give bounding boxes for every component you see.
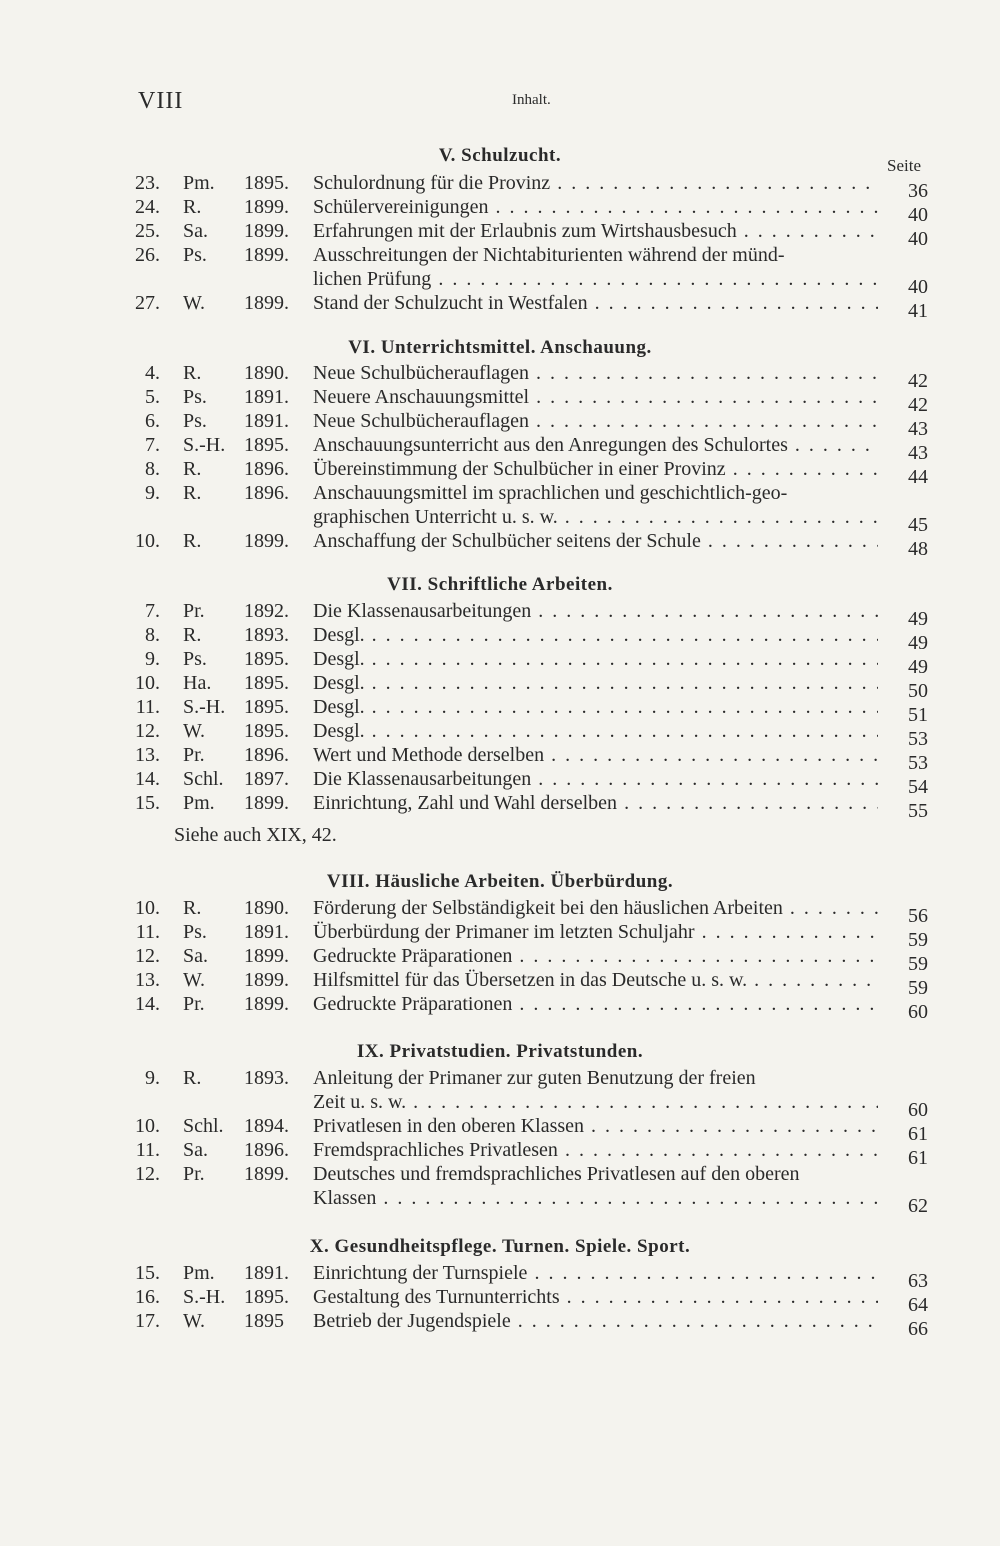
- entry-number: 10.: [135, 672, 160, 694]
- entry-page-number: 59: [908, 929, 928, 951]
- entry-province: R.: [183, 362, 202, 384]
- entry-year: 1896.: [244, 1139, 289, 1161]
- entry-number: 13.: [135, 969, 160, 991]
- toc-entry: [0, 290, 1000, 322]
- entry-number: 10.: [135, 1115, 160, 1137]
- entry-year: 1890.: [244, 362, 289, 384]
- entry-page-number: 48: [908, 538, 928, 560]
- toc-entry: [0, 598, 1000, 630]
- toc-entry: [0, 528, 1000, 560]
- page-number: VIII: [138, 88, 184, 114]
- entry-title: Die Klassenausarbeitungen . . .: [313, 766, 878, 792]
- entry-page-number: 53: [908, 752, 928, 774]
- section-title: X. Gesundheitspflege. Turnen. Spiele. Sport.: [309, 1236, 691, 1257]
- entry-number: 12.: [135, 720, 160, 742]
- toc-entry: [0, 384, 1000, 416]
- toc-entry: [0, 895, 1000, 927]
- entry-province: W.: [183, 292, 206, 314]
- entry-province: W.: [183, 720, 206, 742]
- entry-number: 8.: [145, 458, 160, 480]
- entry-number: 15.: [135, 792, 160, 814]
- entry-year: 1899.: [244, 530, 289, 552]
- toc-entry: [0, 194, 1000, 226]
- entry-year: 1893.: [244, 624, 289, 646]
- entry-number: 4.: [145, 362, 160, 384]
- entry-title: Erfahrungen mit der Erlaubnis zum Wirtshausbesuch . . .: [313, 218, 878, 244]
- entry-title: Desgl. . . .: [313, 622, 878, 648]
- entry-title-continuation: Klassen . . .: [313, 1185, 878, 1211]
- toc-entry: [0, 967, 1000, 999]
- entry-province: Pm.: [183, 1262, 215, 1284]
- entry-number: 10.: [135, 530, 160, 552]
- toc-entry: [0, 622, 1000, 654]
- entry-number: 11.: [135, 1139, 160, 1161]
- entry-page-number: 62: [908, 1195, 928, 1217]
- entry-title: Fremdsprachliches Privatlesen . . .: [313, 1137, 878, 1163]
- entry-year: 1899.: [244, 969, 289, 991]
- entry-title: Anschaffung der Schulbücher seitens der Schule . . .: [313, 528, 878, 554]
- toc-entry: [0, 1113, 1000, 1145]
- entry-year: 1895: [244, 1310, 284, 1332]
- entry-page-number: 53: [908, 728, 928, 750]
- entry-page-number: 51: [908, 704, 928, 726]
- toc-entry: [0, 943, 1000, 975]
- entry-province: Ps.: [183, 244, 207, 266]
- entry-number: 13.: [135, 744, 160, 766]
- entry-province: Ps.: [183, 410, 207, 432]
- entry-title: Neue Schulbücherauflagen . . .: [313, 360, 878, 386]
- toc-entry: [0, 991, 1000, 1023]
- entry-title: Einrichtung der Turnspiele . . .: [313, 1260, 878, 1286]
- entry-number: 10.: [135, 897, 160, 919]
- entry-page-number: 66: [908, 1318, 928, 1340]
- entry-number: 8.: [145, 624, 160, 646]
- entry-province: R.: [183, 624, 202, 646]
- entry-page-number: 61: [908, 1147, 928, 1169]
- entry-province: S.-H.: [183, 1286, 226, 1308]
- toc-entry: [0, 1065, 1000, 1121]
- entry-province: Sa.: [183, 220, 208, 242]
- entry-number: 15.: [135, 1262, 160, 1284]
- entry-province: W.: [183, 1310, 206, 1332]
- entry-page-number: 40: [908, 276, 928, 298]
- entry-province: Sa.: [183, 945, 208, 967]
- entry-number: 12.: [135, 945, 160, 967]
- entry-number: 9.: [145, 482, 160, 504]
- entry-number: 14.: [135, 993, 160, 1015]
- entry-title: Einrichtung, Zahl und Wahl derselben . . .: [313, 790, 878, 816]
- entry-page-number: 42: [908, 394, 928, 416]
- entry-province: Pr.: [183, 1163, 205, 1185]
- entry-title: Anleitung der Primaner zur guten Benutzung der freien: [313, 1067, 756, 1089]
- toc-entry: [0, 360, 1000, 392]
- entry-year: 1899.: [244, 1163, 289, 1185]
- entry-title-continuation: lichen Prüfung . . .: [313, 266, 878, 292]
- see-also-note: Siehe auch XIX, 42.: [174, 824, 337, 846]
- entry-page-number: 49: [908, 608, 928, 630]
- entry-number: 11.: [135, 696, 160, 718]
- entry-province: Sa.: [183, 1139, 208, 1161]
- entry-title: Gestaltung des Turnunterrichts . . .: [313, 1284, 878, 1310]
- entry-page-number: 59: [908, 977, 928, 999]
- entry-page-number: 40: [908, 204, 928, 226]
- entry-number: 17.: [135, 1310, 160, 1332]
- toc-entry: [0, 480, 1000, 536]
- entry-page-number: 60: [908, 1001, 928, 1023]
- entry-title: Desgl. . . .: [313, 718, 878, 744]
- entry-year: 1895.: [244, 696, 289, 718]
- entry-number: 9.: [145, 1067, 160, 1089]
- entry-year: 1891.: [244, 1262, 289, 1284]
- entry-title: Überbürdung der Primaner im letzten Schuljahr . . .: [313, 919, 878, 945]
- toc-entry: [0, 242, 1000, 298]
- entry-page-number: 49: [908, 632, 928, 654]
- entry-title: Übereinstimmung der Schulbücher in einer Provinz . . .: [313, 456, 878, 482]
- toc-entry: [0, 694, 1000, 726]
- entry-year: 1893.: [244, 1067, 289, 1089]
- entry-year: 1897.: [244, 768, 289, 790]
- toc-entry: [0, 218, 1000, 250]
- entry-province: R.: [183, 482, 202, 504]
- entry-province: Schl.: [183, 768, 224, 790]
- entry-title: Neue Schulbücherauflagen . . .: [313, 408, 878, 434]
- entry-title-continuation: Zeit u. s. w. . . .: [313, 1089, 878, 1115]
- toc-entry: [0, 670, 1000, 702]
- entry-title: Wert und Methode derselben . . .: [313, 742, 878, 768]
- entry-number: 11.: [135, 921, 160, 943]
- entry-year: 1896.: [244, 744, 289, 766]
- entry-title: Anschauungsunterricht aus den Anregungen des Schulortes . . .: [313, 432, 878, 458]
- toc-entry: [0, 919, 1000, 951]
- entry-year: 1895.: [244, 434, 289, 456]
- entry-number: 23.: [135, 172, 160, 194]
- entry-page-number: 54: [908, 776, 928, 798]
- entry-province: R.: [183, 458, 202, 480]
- entry-number: 25.: [135, 220, 160, 242]
- entry-province: R.: [183, 196, 202, 218]
- entry-year: 1891.: [244, 921, 289, 943]
- entry-page-number: 43: [908, 442, 928, 464]
- entry-page-number: 59: [908, 953, 928, 975]
- entry-number: 26.: [135, 244, 160, 266]
- entry-title: Desgl. . . .: [313, 646, 878, 672]
- entry-number: 9.: [145, 648, 160, 670]
- entry-province: R.: [183, 897, 202, 919]
- entry-year: 1891.: [244, 386, 289, 408]
- toc-entry: [0, 1284, 1000, 1316]
- entry-year: 1896.: [244, 482, 289, 504]
- entry-year: 1899.: [244, 945, 289, 967]
- seite-label: Seite: [887, 156, 921, 175]
- entry-province: S.-H.: [183, 696, 226, 718]
- entry-title: Ausschreitungen der Nichtabiturienten während der münd-: [313, 244, 785, 266]
- entry-year: 1890.: [244, 897, 289, 919]
- entry-year: 1895.: [244, 672, 289, 694]
- entry-year: 1899.: [244, 993, 289, 1015]
- entry-title-continuation: graphischen Unterricht u. s. w. . . .: [313, 504, 878, 530]
- entry-page-number: 40: [908, 228, 928, 250]
- toc-entry: [0, 1137, 1000, 1169]
- entry-year: 1899.: [244, 792, 289, 814]
- entry-page-number: 36: [908, 180, 928, 202]
- entry-year: 1899.: [244, 196, 289, 218]
- toc-entry: [0, 456, 1000, 488]
- entry-year: 1896.: [244, 458, 289, 480]
- entry-title: Gedruckte Präparationen . . .: [313, 943, 878, 969]
- entry-year: 1899.: [244, 292, 289, 314]
- entry-page-number: 41: [908, 300, 928, 322]
- entry-province: Pr.: [183, 993, 205, 1015]
- toc-entry: [0, 742, 1000, 774]
- entry-province: R.: [183, 530, 202, 552]
- entry-year: 1899.: [244, 244, 289, 266]
- entry-year: 1895.: [244, 720, 289, 742]
- toc-entry: [0, 1308, 1000, 1340]
- entry-year: 1892.: [244, 600, 289, 622]
- entry-title: Neuere Anschauungsmittel . . .: [313, 384, 878, 410]
- toc-entry: [0, 1161, 1000, 1217]
- entry-page-number: 55: [908, 800, 928, 822]
- entry-number: 7.: [145, 600, 160, 622]
- entry-page-number: 63: [908, 1270, 928, 1292]
- entry-page-number: 61: [908, 1123, 928, 1145]
- entry-province: Pr.: [183, 744, 205, 766]
- section-title: IX. Privatstudien. Privatstunden.: [356, 1041, 644, 1062]
- toc-entry: [0, 1260, 1000, 1292]
- entry-province: Ps.: [183, 648, 207, 670]
- entry-province: Pm.: [183, 792, 215, 814]
- entry-title: Privatlesen in den oberen Klassen . . .: [313, 1113, 878, 1139]
- toc-entry: [0, 790, 1000, 822]
- entry-title: Gedruckte Präparationen . . .: [313, 991, 878, 1017]
- toc-entry: [0, 170, 1000, 202]
- running-title: Inhalt.: [512, 92, 551, 108]
- entry-page-number: 50: [908, 680, 928, 702]
- entry-province: Pm.: [183, 172, 215, 194]
- entry-province: Ha.: [183, 672, 212, 694]
- entry-province: S.-H.: [183, 434, 226, 456]
- section-title: VII. Schriftliche Arbeiten.: [387, 574, 613, 595]
- entry-number: 16.: [135, 1286, 160, 1308]
- entry-year: 1895.: [244, 172, 289, 194]
- entry-page-number: 45: [908, 514, 928, 536]
- entry-page-number: 49: [908, 656, 928, 678]
- entry-year: 1894.: [244, 1115, 289, 1137]
- entry-page-number: 60: [908, 1099, 928, 1121]
- entry-title: Anschauungsmittel im sprachlichen und geschichtlich-geo-: [313, 482, 788, 504]
- section-title: VIII. Häusliche Arbeiten. Überbürdung.: [326, 871, 674, 892]
- entry-number: 14.: [135, 768, 160, 790]
- entry-page-number: 43: [908, 418, 928, 440]
- entry-title: Hilfsmittel für das Übersetzen in das Deutsche u. s. w. . . .: [313, 967, 878, 993]
- entry-province: Schl.: [183, 1115, 224, 1137]
- entry-title: Stand der Schulzucht in Westfalen . . .: [313, 290, 878, 316]
- entry-number: 6.: [145, 410, 160, 432]
- entry-province: Ps.: [183, 386, 207, 408]
- entry-year: 1895.: [244, 1286, 289, 1308]
- entry-title: Förderung der Selbständigkeit bei den häuslichen Arbeiten . . .: [313, 895, 878, 921]
- toc-entry: [0, 646, 1000, 678]
- section-title: V. Schulzucht.: [438, 145, 562, 166]
- entry-page-number: 44: [908, 466, 928, 488]
- entry-page-number: 42: [908, 370, 928, 392]
- entry-title: Deutsches und fremdsprachliches Privatlesen auf den oberen: [313, 1163, 800, 1185]
- entry-number: 12.: [135, 1163, 160, 1185]
- entry-year: 1899.: [244, 220, 289, 242]
- toc-entry: [0, 408, 1000, 440]
- entry-province: R.: [183, 1067, 202, 1089]
- toc-entry: [0, 718, 1000, 750]
- entry-number: 27.: [135, 292, 160, 314]
- entry-page-number: 64: [908, 1294, 928, 1316]
- section-title: VI. Unterrichtsmittel. Anschauung.: [348, 337, 652, 358]
- entry-title: Schulordnung für die Provinz . . .: [313, 170, 878, 196]
- entry-title: Desgl. . . .: [313, 670, 878, 696]
- entry-year: 1891.: [244, 410, 289, 432]
- toc-entry: [0, 432, 1000, 464]
- entry-year: 1895.: [244, 648, 289, 670]
- entry-title: Die Klassenausarbeitungen . . .: [313, 598, 878, 624]
- entry-number: 7.: [145, 434, 160, 456]
- entry-title: Betrieb der Jugendspiele . . .: [313, 1308, 878, 1334]
- entry-title: Schülervereinigungen . . .: [313, 194, 878, 220]
- entry-province: Ps.: [183, 921, 207, 943]
- entry-page-number: 56: [908, 905, 928, 927]
- entry-title: Desgl. . . .: [313, 694, 878, 720]
- entry-number: 24.: [135, 196, 160, 218]
- entry-province: W.: [183, 969, 206, 991]
- toc-entry: [0, 766, 1000, 798]
- entry-province: Pr.: [183, 600, 205, 622]
- entry-number: 5.: [145, 386, 160, 408]
